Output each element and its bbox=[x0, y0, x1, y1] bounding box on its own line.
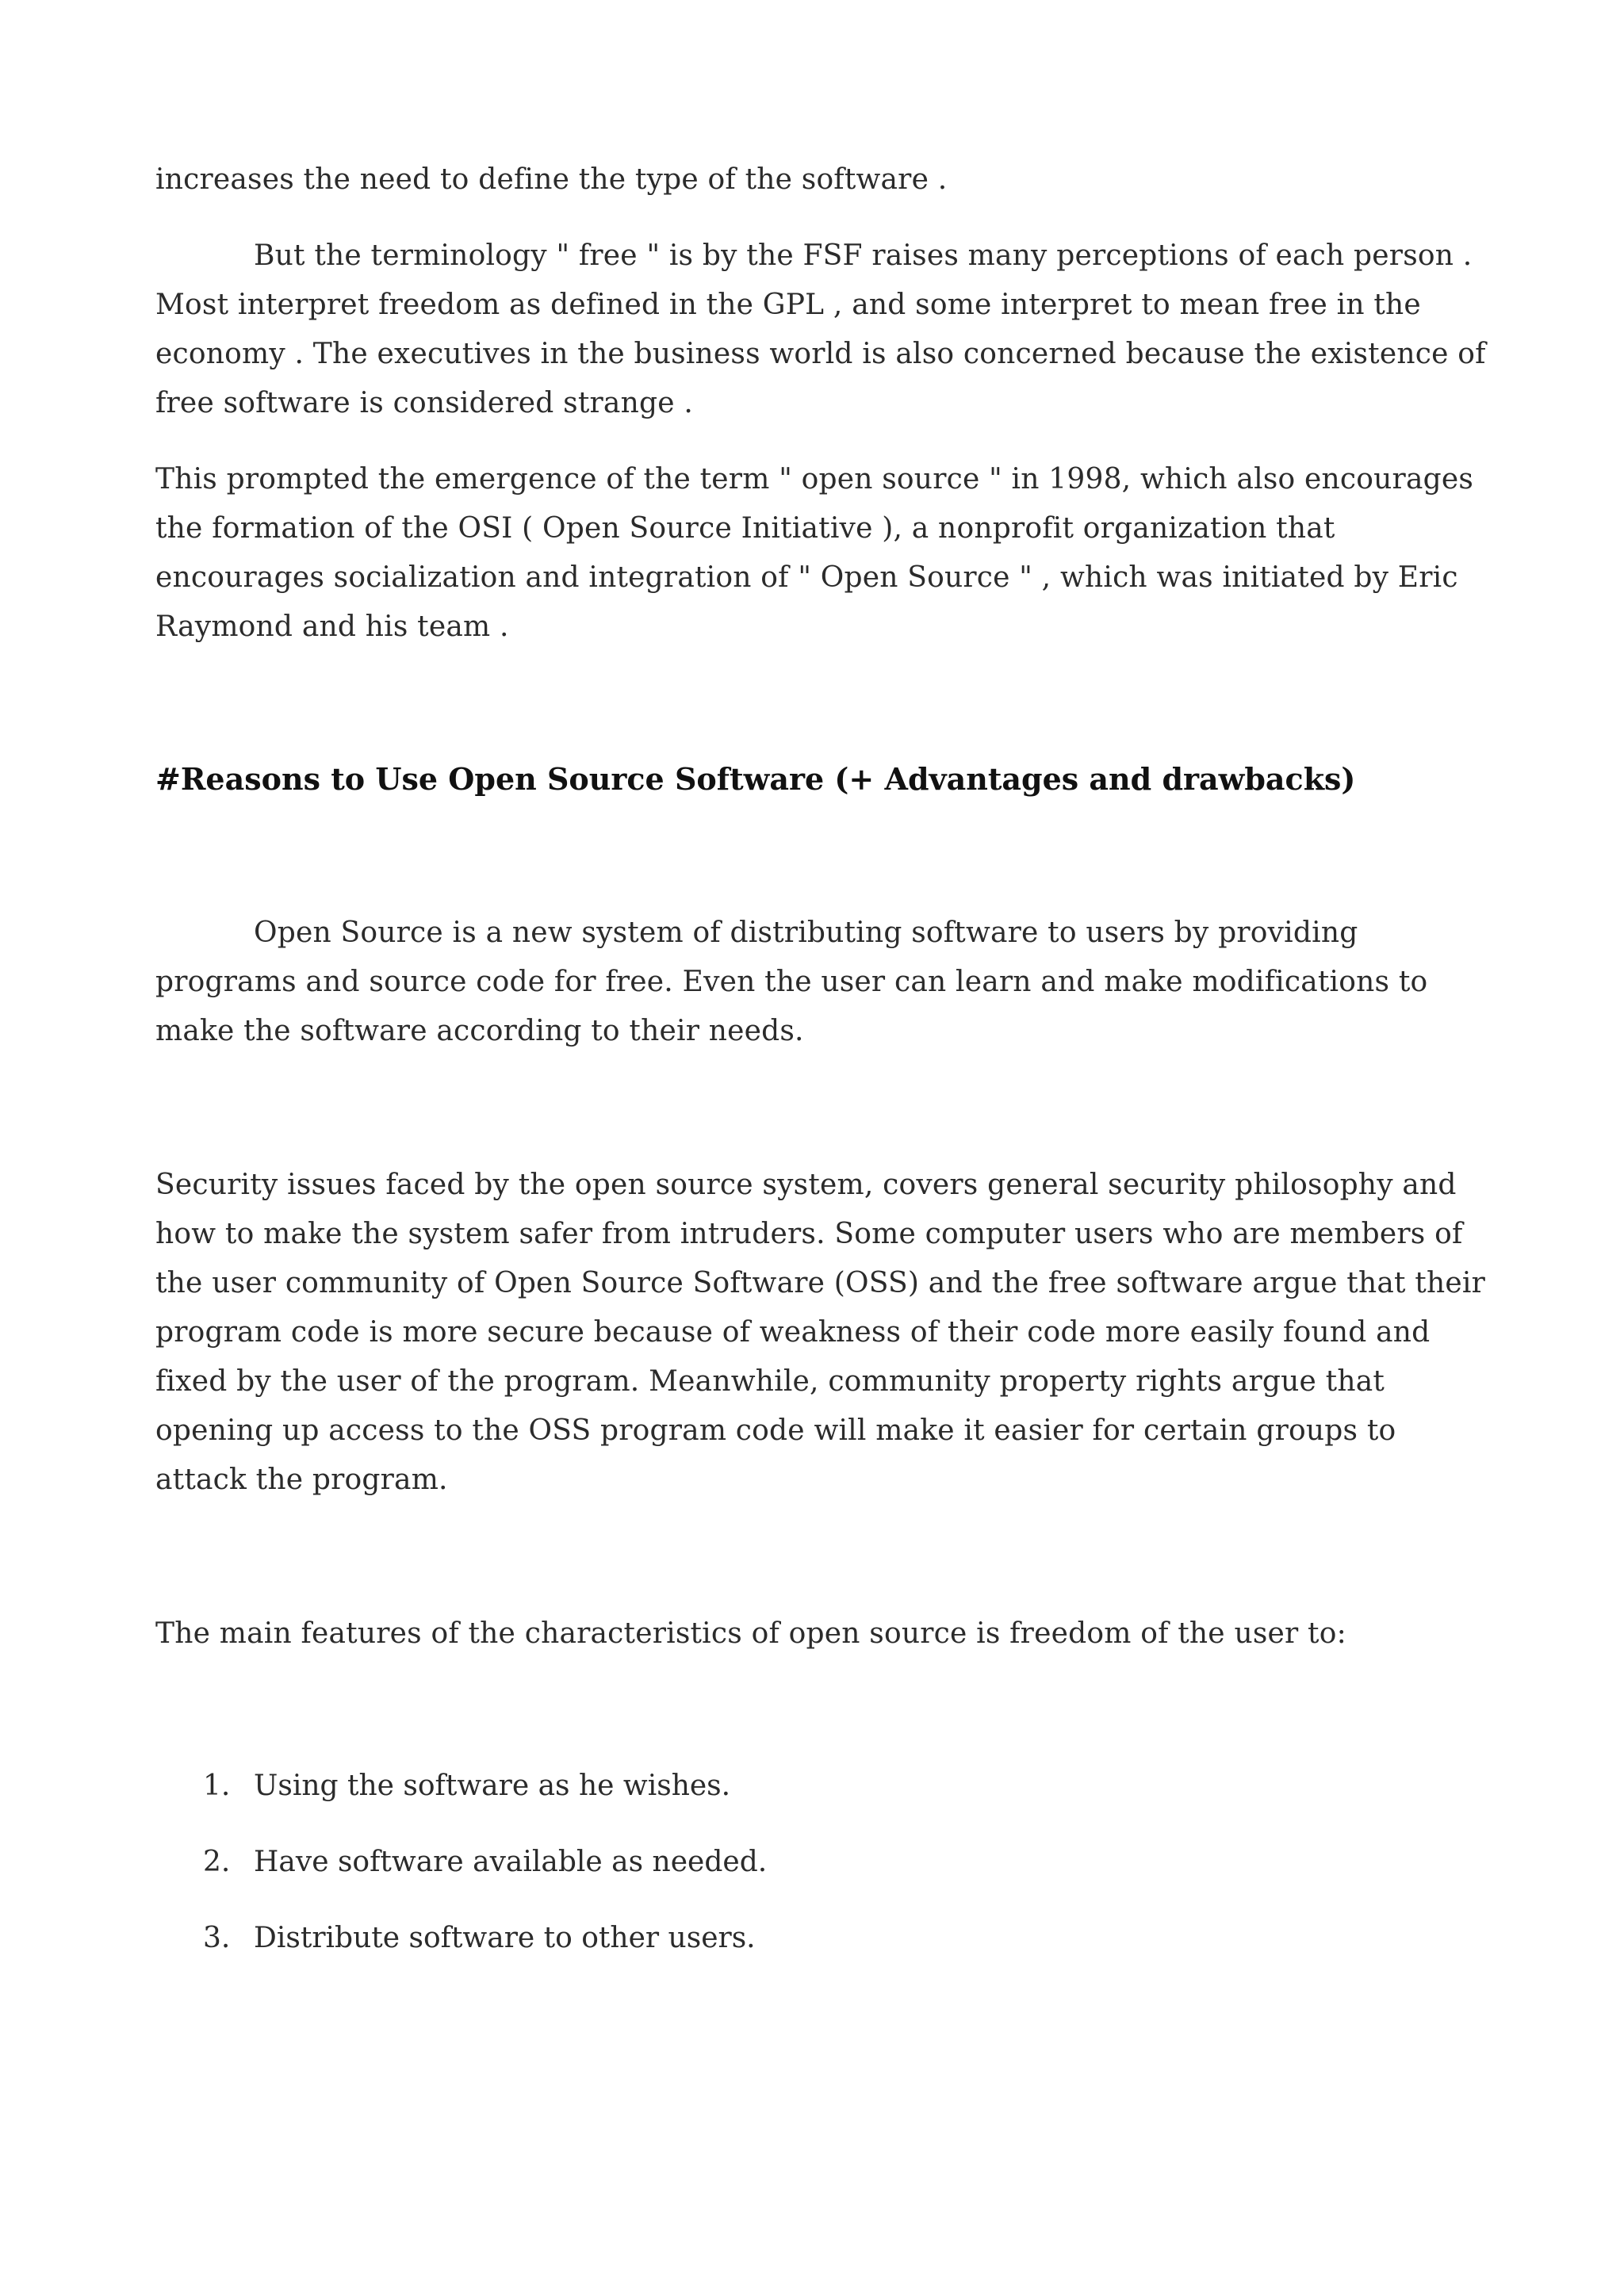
list-number: 1. bbox=[203, 1770, 231, 1802]
features-list bbox=[155, 1762, 1488, 1963]
list-item-text: Using the software as he wishes. bbox=[254, 1770, 731, 1802]
list-item bbox=[155, 1838, 1488, 1887]
paragraph-6: The main features of the characteristics of open source is freedom of the user to: bbox=[155, 1617, 1346, 1650]
paragraph-2: But the terminology " free " is by the FSF raises many perceptions of each person . Most interpret freedom as defined in the GPL , and some interpret to mean free in the economy . The executives in the business world is also concerned because the existence of free software is considered strange . bbox=[155, 239, 1486, 419]
list-item-text: Have software available as needed. bbox=[254, 1846, 768, 1878]
list-item bbox=[155, 1914, 1488, 1963]
list-number: 3. bbox=[203, 1922, 231, 1954]
list-item-text: Distribute software to other users. bbox=[254, 1922, 756, 1954]
paragraph-1: increases the need to define the type of the software . bbox=[155, 163, 948, 196]
paragraph-5: Security issues faced by the open source system, covers general security philosophy and how to make the system safer from intruders. Some computer users who are members of the user community of Open Source Software (OSS) and the free software argue that their program code is more secure because of weakness of their code more easily found and fixed by the user of the program. Meanwhile, community property rights argue that opening up access to the OSS program code will make it easier for certain groups to attack the program. bbox=[155, 1169, 1485, 1496]
paragraph-4: Open Source is a new system of distributing software to users by providing programs and source code for free. Even the user can learn and make modifications to make the software according to their needs. bbox=[155, 916, 1428, 1047]
list-number: 2. bbox=[203, 1846, 231, 1878]
list-item bbox=[155, 1762, 1488, 1811]
paragraph-3: This prompted the emergence of the term " open source " in 1998, which also encourages the formation of the OSI ( Open Source Initiative ), a nonprofit organization that encourages socialization and integration of " Open Source " , which was initiated by Eric Raymond and his team . bbox=[155, 463, 1474, 643]
section-heading: #Reasons to Use Open Source Software (+ Advantages and drawbacks) bbox=[155, 761, 1356, 797]
document-page bbox=[155, 155, 1488, 1963]
